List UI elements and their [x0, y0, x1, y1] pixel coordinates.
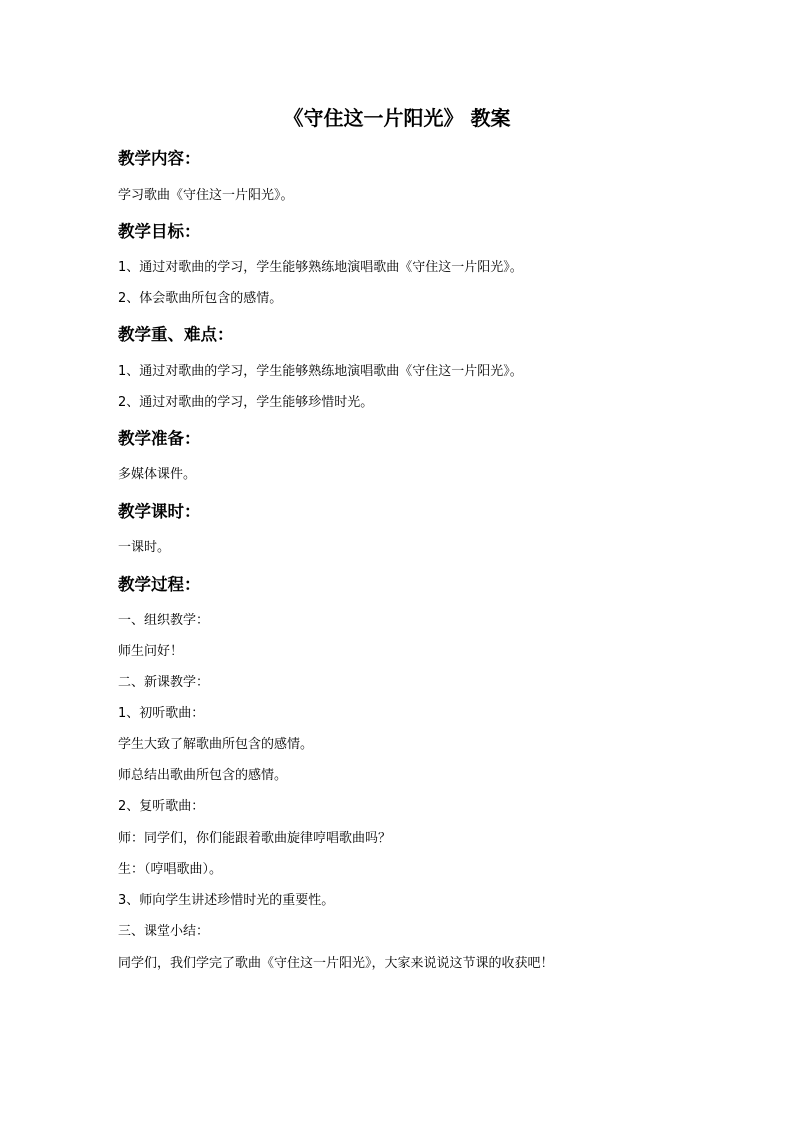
- section-heading: 教学准备：: [118, 429, 201, 448]
- section-heading: 教学过程：: [118, 575, 201, 594]
- section-text: 1、初听歌曲：: [118, 706, 205, 721]
- section-text: 学习歌曲《守住这一片阳光》。: [118, 188, 294, 203]
- section-text: 师生问好！: [118, 644, 184, 659]
- document-title: 《守住这一片阳光》 教案: [283, 106, 511, 130]
- section-text: 一课时。: [118, 540, 171, 555]
- section-text: 2、体会歌曲所包含的感情。: [118, 291, 283, 306]
- section-text: 三、课堂小结：: [118, 924, 210, 939]
- section-text: 1、通过对歌曲的学习，学生能够熟练地演唱歌曲《守住这一片阳光》。: [118, 364, 523, 379]
- section-text: 师：同学们，你们能跟着歌曲旋律哼唱歌曲吗？: [118, 831, 392, 846]
- section-text: 3、师向学生讲述珍惜时光的重要性。: [118, 893, 335, 908]
- section-text: 同学们，我们学完了歌曲《守住这一片阳光》，大家来说说这节课的收获吧！: [118, 956, 554, 971]
- section-text: 2、通过对歌曲的学习，学生能够珍惜时光。: [118, 395, 374, 410]
- section-heading: 教学目标：: [118, 222, 201, 241]
- section-text: 二、新课教学：: [118, 675, 210, 690]
- section-heading: 教学内容：: [118, 149, 201, 168]
- section-text: 1、通过对歌曲的学习，学生能够熟练地演唱歌曲《守住这一片阳光》。: [118, 260, 523, 275]
- section-text: 多媒体课件。: [118, 467, 197, 482]
- section-text: 师总结出歌曲所包含的感情。: [118, 768, 288, 783]
- section-text: 学生大致了解歌曲所包含的感情。: [118, 737, 314, 752]
- section-text: 2、复听歌曲：: [118, 799, 205, 814]
- section-heading: 教学重、难点：: [118, 325, 234, 344]
- section-heading: 教学课时：: [118, 502, 201, 521]
- section-text: 生：（哼唱歌曲）。: [118, 862, 223, 877]
- section-text: 一、组织教学：: [118, 613, 210, 628]
